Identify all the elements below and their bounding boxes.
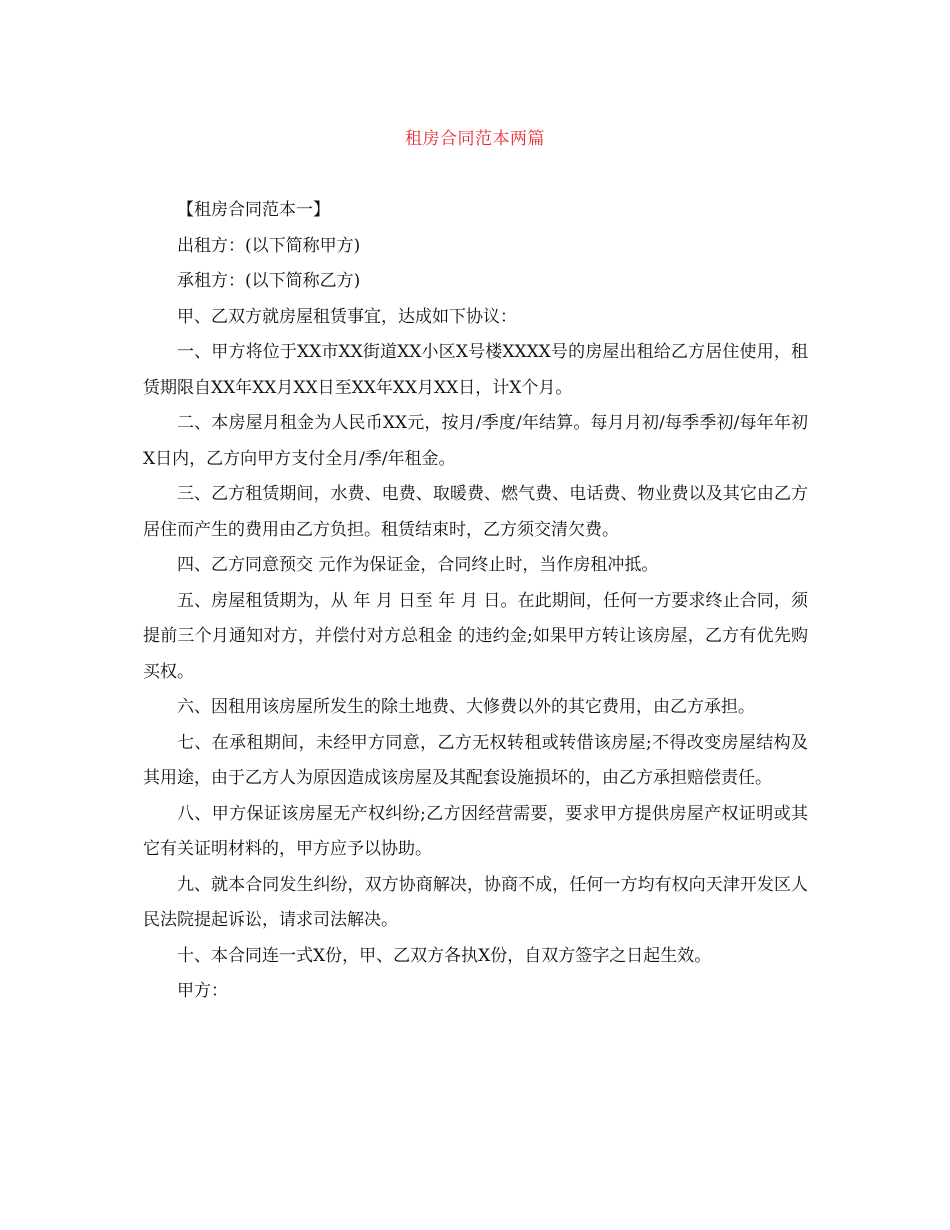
lessee-line: 承租方：(以下简称乙方) <box>177 271 361 291</box>
clause-9: 九、就本合同发生纠纷，双方协商解决，协商不成，任何一方均有权向天津开发区人民法院提起诉讼，请求司法解决。 <box>143 874 808 930</box>
clause-7: 七、在承租期间，未经甲方同意，乙方无权转租或转借该房屋;不得改变房屋结构及其用途，由于乙方人为原因造成该房屋及其配套设施损坏的，由乙方承担赔偿责任。 <box>143 732 808 788</box>
clause-2: 二、本房屋月租金为人民币XX元，按月/季度/年结算。每月月初/每季季初/每年年初X日内，乙方向甲方支付全月/季/年租金。 <box>143 413 808 469</box>
document-body <box>143 193 808 1010</box>
clause-1: 一、甲方将位于XX市XX街道XX小区X号楼XXXX号的房屋出租给乙方居住使用，租赁期限自XX年XX月XX日至XX年XX月XX日，计X个月。 <box>143 342 808 398</box>
clause-10: 十、本合同连一式X份，甲、乙双方各执X份，自双方签字之日起生效。 <box>177 945 712 966</box>
clause-5: 五、房屋租赁期为，从 年 月 日至 年 月 日。在此期间，任何一方要求终止合同，须提前三个月通知对方，并偿付对方总租金 的违约金;如果甲方转让该房屋，乙方有优先购买权。 <box>143 590 808 682</box>
party-a-signature-line: 甲方： <box>177 981 228 1001</box>
section-heading: 【租房合同范本一】 <box>177 200 330 220</box>
clause-8: 八、甲方保证该房屋无产权纠纷;乙方因经营需要，要求甲方提供房屋产权证明或其它有关证明材料的，甲方应予以协助。 <box>143 803 808 859</box>
agreement-intro: 甲、乙双方就房屋租赁事宜，达成如下协议： <box>177 306 517 327</box>
lessor-line: 出租方：(以下简称甲方) <box>177 235 361 256</box>
clause-3: 三、乙方租赁期间，水费、电费、取暖费、燃气费、电话费、物业费以及其它由乙方居住而产生的费用由乙方负担。租赁结束时，乙方须交清欠费。 <box>143 484 808 540</box>
document-title: 租房合同范本两篇 <box>405 129 545 149</box>
clause-4: 四、乙方同意预交 元作为保证金，合同终止时，当作房租冲抵。 <box>177 555 659 575</box>
clause-6: 六、因租用该房屋所发生的除土地费、大修费以外的其它费用，由乙方承担。 <box>177 697 755 717</box>
